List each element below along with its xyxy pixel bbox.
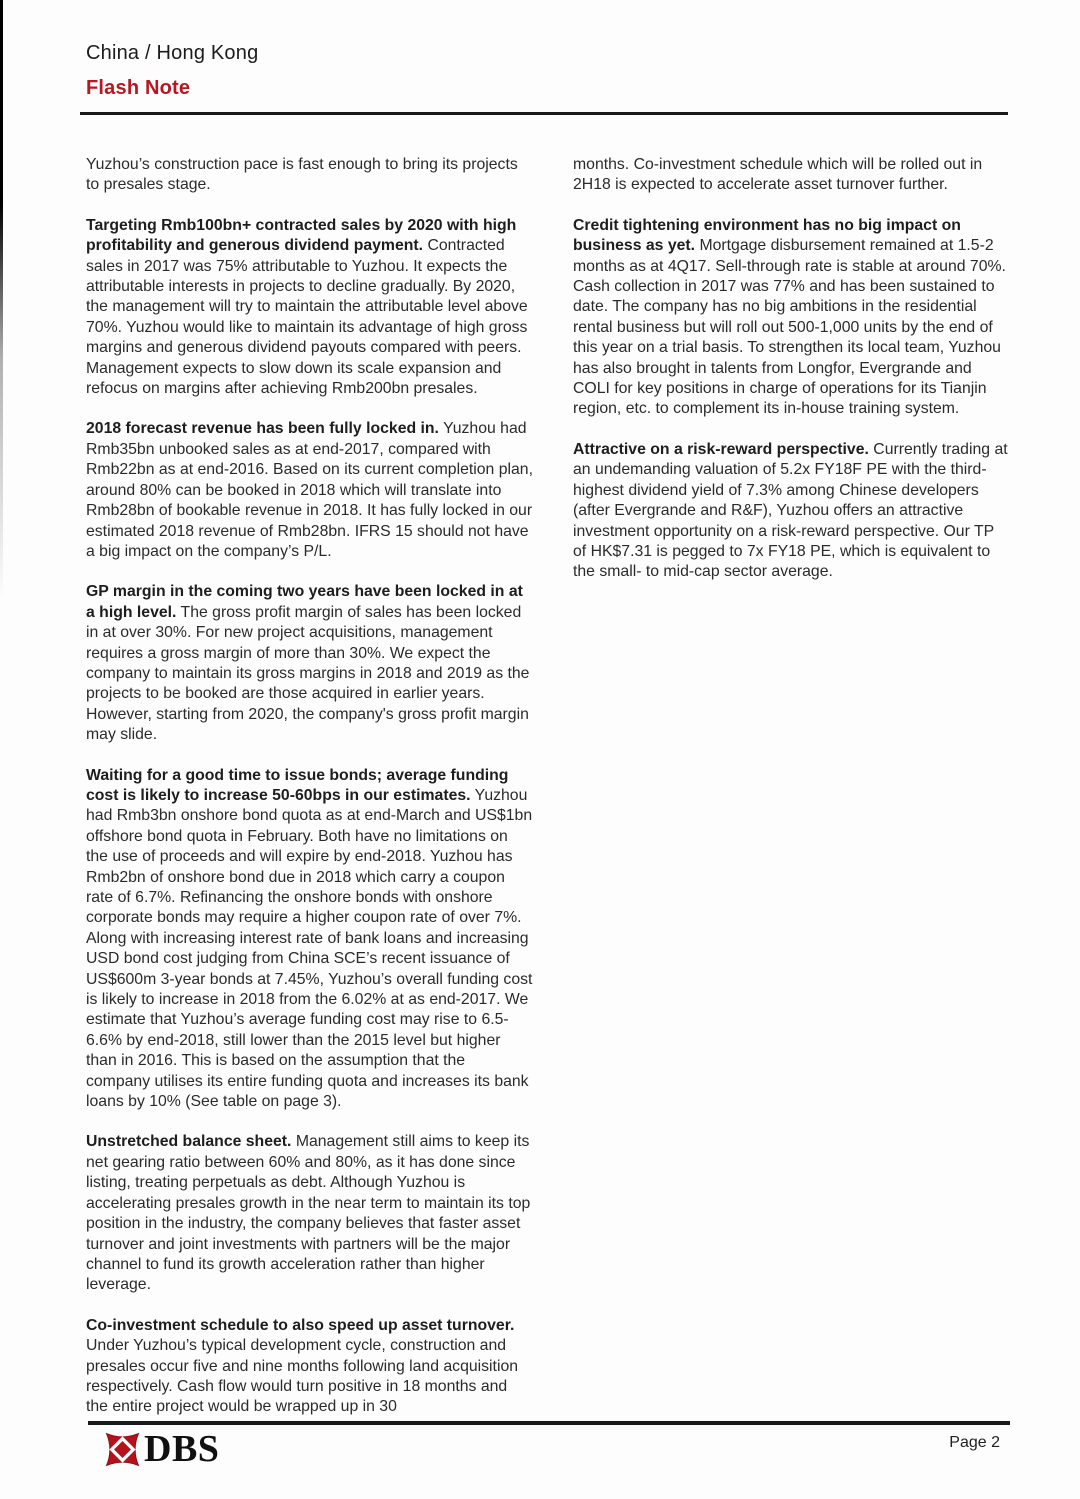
paragraph-lead: 2018 forecast revenue has been fully locked in. — [86, 420, 439, 438]
paragraph — [573, 155, 1010, 196]
paragraph-lead: Waiting for a good time to issue bonds; average funding cost is likely to increase 50-60bps in our estimates. — [86, 766, 509, 804]
paragraph-body: Currently trading at an undemanding valuation of 5.2x FY18F PE with the third-highest dividend yield of 7.3% among Chinese developers (after Evergrande and R&F), Yuzhou offers an attractive investment opportunity on a risk-reward perspective. Our TP of HK$7.31 is pegged to 7x FY18 PE, which is equivalent to the small- to mid-cap sector average. — [573, 440, 1008, 581]
scan-edge-artifact — [0, 0, 3, 600]
header-divider — [80, 112, 1008, 115]
paragraph — [86, 1316, 533, 1418]
footer-divider — [88, 1421, 1010, 1425]
paragraph — [86, 216, 533, 400]
right-column — [573, 155, 1010, 603]
dbs-logo-icon — [104, 1431, 141, 1468]
page-number: Page 2 — [949, 1434, 1000, 1451]
paragraph-body: Under Yuzhou’s typical development cycle, construction and presales occur five and nine months following land acquisition respectively. Cash flow would turn positive in 18 months and the entire project would be wrapped up in 30 — [86, 1337, 519, 1416]
dbs-logo — [104, 1428, 220, 1470]
paragraph — [86, 419, 533, 562]
paragraph-body: The gross profit margin of sales has been locked in at over 30%. For new project acquisitions, management requires a gross margin of more than 30%. We expect the company to maintain its gross margins in 2018 and 2019 as the projects to be booked are those acquired in earlier years. However, starting from 2020, the company's gross profit margin may slide. — [86, 603, 530, 744]
paragraph — [86, 766, 533, 1113]
left-column — [86, 155, 533, 1438]
paragraph-lead: Unstretched balance sheet. — [86, 1133, 292, 1151]
paragraph-lead: Attractive on a risk-reward perspective. — [573, 440, 869, 458]
paragraph-body: Management still aims to keep its net gearing ratio between 60% and 80%, as it has done since listing, treating perpetuals as debt. Although Yuzhou is accelerating presales growth in the near term to maintain its top position in the industry, the company believes that faster asset turnover and joint investments with partners will be the major channel to fund its growth acceleration rather than higher leverage. — [86, 1133, 531, 1294]
paragraph — [573, 216, 1010, 420]
dbs-logo-wordmark: DBS — [144, 1428, 220, 1470]
paragraph-lead: Co-investment schedule to also speed up asset turnover. — [86, 1316, 515, 1334]
paragraph-body: months. Co-investment schedule which will be rolled out in 2H18 is expected to accelerate asset turnover further. — [573, 156, 983, 194]
paragraph-lead: GP margin in the coming two years have been locked in at a high level. — [86, 583, 523, 621]
paragraph-body: Mortgage disbursement remained at 1.5-2 months as at 4Q17. Sell-through rate is stable at around 70%. Cash collection in 2017 was 77% and has been sustained to date. The company has no big ambitions in the residential rental business but will roll out 500-1,000 units by the end of this year on a trial basis. To strengthen its local team, Yuzhou has also brought in talents from Longfor, Evergrande and COLI for key positions in charge of operations for its Tianjin region, etc. to complement its in-house training system. — [573, 237, 1006, 418]
paragraph-body: Yuzhou had Rmb35bn unbooked sales as at end-2017, compared with Rmb22bn as at end-2016. Based on its current completion plan, around 80% can be booked in 2018 which will translate into Rmb28bn of bookable revenue in 2018. It has fully locked in our estimated 2018 revenue of Rmb28bn. IFRS 15 should not have a big impact on the company’s P/L. — [86, 420, 533, 560]
paragraph — [86, 155, 533, 196]
paragraph-body: Contracted sales in 2017 was 75% attributable to Yuzhou. It expects the attributable interests in projects to decline gradually. By 2020, the management will try to maintain the attributable level above 70%. Yuzhou would like to maintain its advantage of high gross margins and generous dividend payouts compared with peers. Management expects to slow down its scale expansion and refocus on margins after achieving Rmb200bn presales. — [86, 237, 528, 398]
paragraph-body: Yuzhou’s construction pace is fast enough to bring its projects to presales stage. — [86, 156, 518, 194]
paragraph-lead: Credit tightening environment has no big impact on business as yet. — [573, 216, 961, 255]
paragraph-body: Yuzhou had Rmb3bn onshore bond quota as at end-March and US$1bn offshore bond quota in February. Both have no limitations on the use of proceeds and will expire by end-2018. Yuzhou has Rmb2bn of onshore bond due in 2018 which carry a coupon rate of 6.7%. Refinancing the onshore bonds with onshore corporate bonds may require a higher coupon rate of over 7%. Along with increasing interest rate of bank loans and increasing USD bond cost judging from China SCE’s recent issuance of US$600m 3-year bonds at 7.45%, Yuzhou’s overall funding cost is likely to increase in 2018 from the 6.02% at as end-2017. We estimate that Yuzhou’s average funding cost may rise to 6.5-6.6% by end-2018, still lower than the 2015 level but higher than in 2016. This is based on the assumption that the company utilises its entire funding quota and increases its bank loans by 10% (See table on page 3). — [86, 786, 533, 1111]
paragraph-lead: Targeting Rmb100bn+ contracted sales by 2020 with high profitability and generous dividend payment. — [86, 216, 517, 255]
region-label: China / Hong Kong — [86, 42, 259, 64]
paragraph — [573, 440, 1010, 583]
report-type-title: Flash Note — [86, 77, 191, 99]
paragraph — [86, 582, 533, 745]
paragraph — [86, 1132, 533, 1295]
